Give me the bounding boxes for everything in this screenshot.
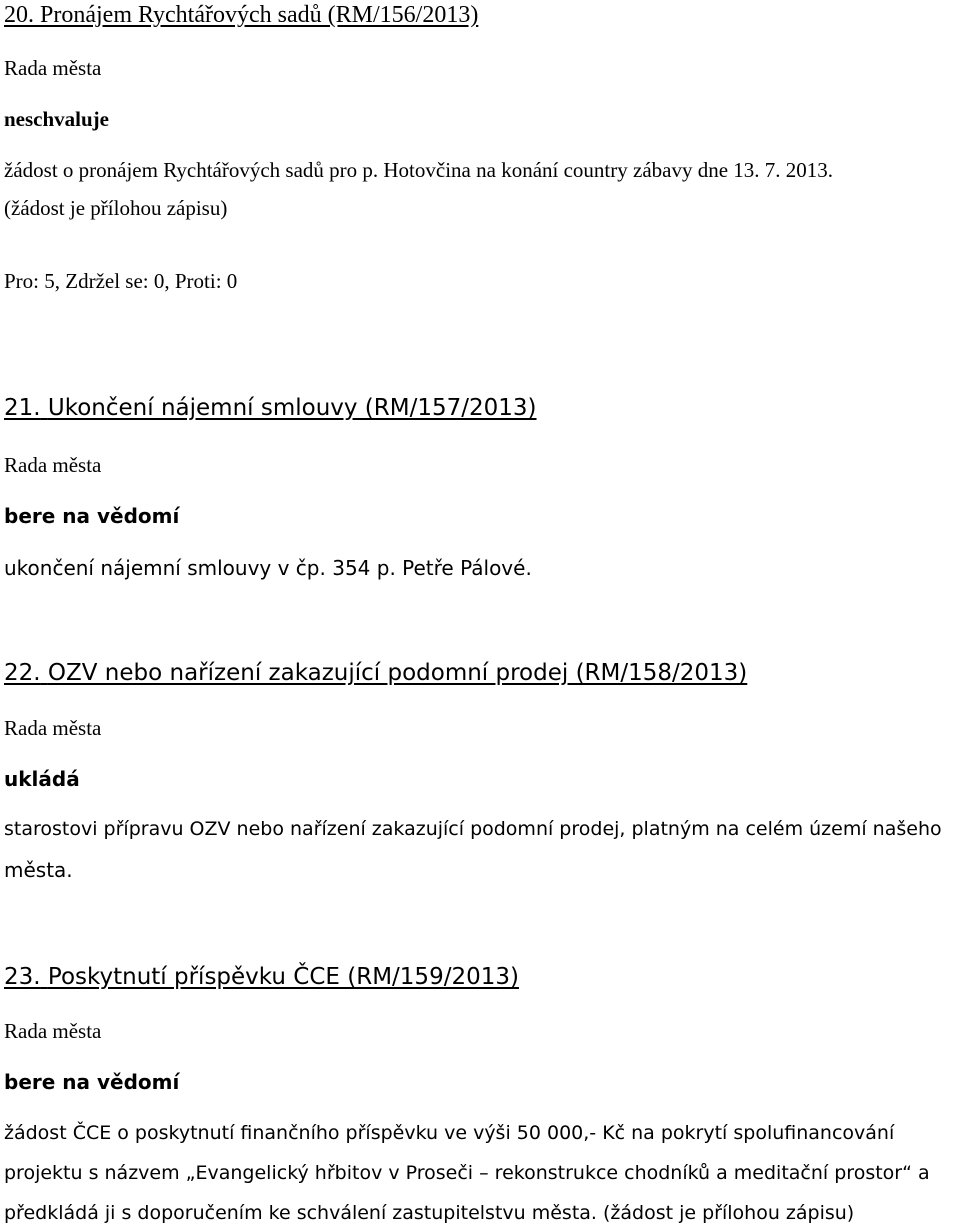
item-number: 20. [4,2,34,28]
item-22-body: Rada města [4,716,102,740]
item-22-heading [4,661,956,686]
item-23-heading [4,965,956,990]
item-number: 23. [4,964,41,990]
item-23-text-line-1: žádost ČCE o poskytnutí finančního příspěvku ve výši 50 000,- Kč na pokrytí spolufinancování [4,1122,895,1144]
item-20-heading [4,2,956,28]
item-21-heading [4,396,956,421]
item-number: 21. [4,395,41,421]
item-23-text-line-2: projektu s názvem „Evangelický hřbitov v Proseči – rekonstrukce chodníků a meditační prostor“ a [4,1162,930,1184]
item-21-text-line-1: ukončení nájemní smlouvy v čp. 354 p. Petře Pálové. [4,556,532,580]
item-21-decision: bere na vědomí [4,504,180,528]
item-title: Pronájem Rychtářových sadů (RM/156/2013) [40,2,479,28]
item-23-text-line-3: předkládá ji s doporučením ke schválení zastupitelstvu města. (žádost je přílohou zápisu) [4,1202,855,1224]
item-title: OZV nebo nařízení zakazující podomní prodej (RM/158/2013) [47,660,748,686]
item-23-decision: bere na vědomí [4,1070,180,1094]
item-20-body: Rada města [4,56,102,80]
item-22-text-line-1: starostovi přípravu OZV nebo nařízení zakazující podomní prodej, platným na celém území našeho [4,818,942,840]
item-20-text-line-1: žádost o pronájem Rychtářových sadů pro p. Hotovčina na konání country zábavy dne 13. 7. 2013. [4,158,834,182]
item-23-body: Rada města [4,1019,102,1043]
item-number: 22. [4,660,41,686]
item-20-decision: neschvaluje [4,107,109,131]
item-20-vote: Pro: 5, Zdržel se: 0, Proti: 0 [4,269,238,293]
item-22-text-line-2: města. [4,858,73,882]
item-21-body: Rada města [4,453,102,477]
item-title: Poskytnutí příspěvku ČCE (RM/159/2013) [47,964,519,990]
item-22-decision: ukládá [4,767,80,791]
item-20-text-line-2: (žádost je přílohou zápisu) [4,196,228,220]
item-title: Ukončení nájemní smlouvy (RM/157/2013) [47,395,537,421]
